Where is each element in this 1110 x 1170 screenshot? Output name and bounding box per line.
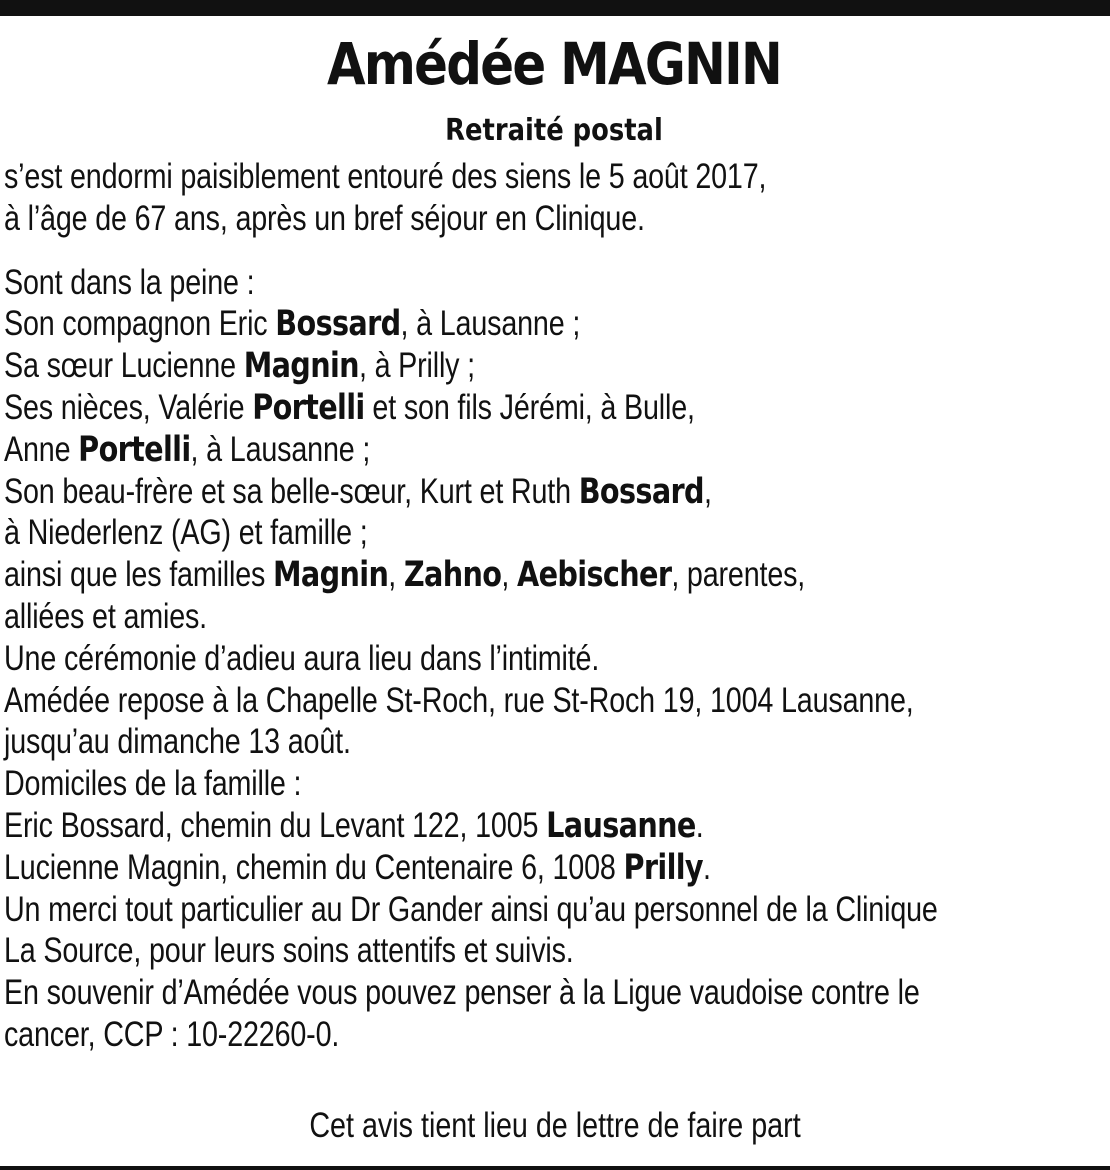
donation-line: En souvenir d’Amédée vous pouvez penser à la Ligue vaudoise contre le <box>4 973 920 1013</box>
address-line <box>4 847 1103 889</box>
ceremony-line: Une cérémonie d’adieu aura lieu dans l’intimité. <box>4 638 600 678</box>
text: , <box>501 555 518 595</box>
surname: Bossard <box>578 471 704 512</box>
surname: Magnin <box>243 346 359 387</box>
mourner-line <box>4 471 1103 513</box>
deceased-occupation: Retraité postal <box>445 113 663 148</box>
text: , à Lausanne ; <box>400 304 581 344</box>
top-border <box>0 0 1110 16</box>
thanks-line: La Source, pour leurs soins attentifs et suivis. <box>4 931 574 971</box>
thanks-line: Un merci tout particulier au Dr Gander ainsi qu’au personnel de la Clinique <box>4 889 938 929</box>
town: Lausanne <box>546 805 696 846</box>
text: . <box>702 847 711 887</box>
address-line <box>4 805 1103 847</box>
mourner-line <box>4 387 1103 429</box>
bottom-border <box>0 1166 1110 1170</box>
text: et son fils Jérémi, à Bulle, <box>364 387 695 427</box>
mourner-line: alliées et amies. <box>4 596 208 636</box>
text: , parentes, <box>671 555 806 595</box>
text: Eric Bossard, chemin du Levant 122, 1005 <box>4 805 547 845</box>
mourner-line <box>4 554 1103 596</box>
deceased-name: Amédée MAGNIN <box>326 30 781 98</box>
intro-line: s’est endormi paisiblement entouré des siens le 5 août 2017, <box>4 157 767 196</box>
surname: Zahno <box>403 555 502 596</box>
donation-line: cancer, CCP : 10-22260-0. <box>4 1014 340 1054</box>
text: . <box>695 805 704 845</box>
text: , à Prilly ; <box>358 346 475 386</box>
text: Lucienne Magnin, chemin du Centenaire 6, 1008 <box>4 847 624 887</box>
mourner-line <box>4 345 1103 387</box>
text: , <box>703 471 712 511</box>
surname: Portelli <box>252 387 365 428</box>
intro-line: à l’âge de 67 ans, après un bref séjour en Clinique. <box>4 198 645 238</box>
text: Son compagnon Eric <box>4 304 276 344</box>
text: , <box>388 555 404 595</box>
obituary-notice <box>4 22 1104 1056</box>
mourner-line: à Niederlenz (AG) et famille ; <box>4 513 368 553</box>
mourners-heading: Sont dans la peine : <box>4 262 255 302</box>
paragraph-gap <box>4 240 1103 262</box>
ceremony-line: jusqu’au dimanche 13 août. <box>4 722 351 762</box>
surname: Portelli <box>78 429 191 470</box>
ceremony-line: Amédée repose à la Chapelle St-Roch, rue St-Roch 19, 1004 Lausanne, <box>4 680 914 720</box>
text: Anne <box>4 429 79 469</box>
town: Prilly <box>623 847 703 888</box>
text: Son beau-frère et sa belle-sœur, Kurt et Ruth <box>4 471 579 511</box>
text: Sa sœur Lucienne <box>4 346 244 386</box>
footer-note: Cet avis tient lieu de lettre de faire part <box>309 1106 801 1145</box>
notice-body <box>4 156 1103 1056</box>
mourner-line <box>4 303 1103 345</box>
surname: Bossard <box>275 304 401 345</box>
mourner-line <box>4 429 1103 471</box>
surname: Aebischer <box>517 555 672 596</box>
surname: Magnin <box>273 555 389 596</box>
text: Ses nièces, Valérie <box>4 387 253 427</box>
text: , à Lausanne ; <box>190 429 371 469</box>
addresses-heading: Domiciles de la famille : <box>4 764 302 804</box>
text: ainsi que les familles <box>4 555 274 595</box>
